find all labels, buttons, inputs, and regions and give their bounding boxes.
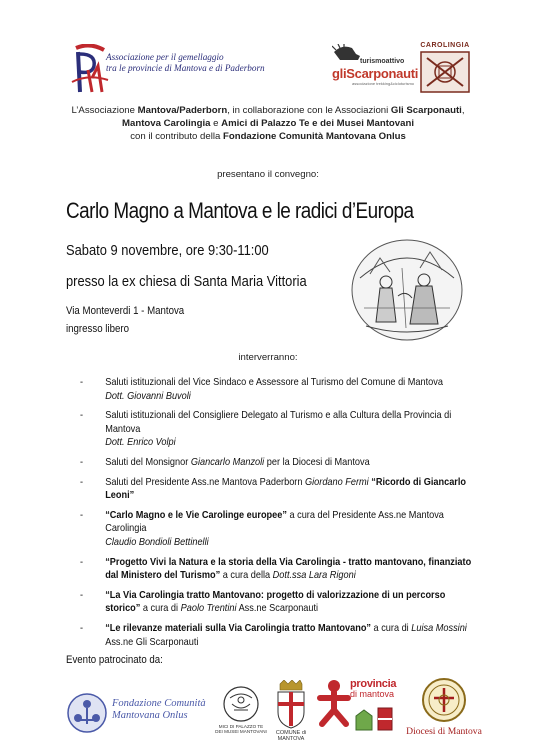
association-name <box>106 52 265 74</box>
scarponauti-tagline: turismoattivo <box>360 58 405 65</box>
list-item: - Saluti istituzionali del Vice Sindaco e Assessore al Turismo del Comune di Mantova Dott. Giovanni Buvoli <box>80 377 443 402</box>
comune-crest-icon <box>270 680 312 730</box>
event-venue: presso la ex chiesa di Santa Maria Vittoria <box>66 273 307 290</box>
comune-name: COMUNE di MANTOVA <box>275 730 307 742</box>
palazzo-te-name: MICI DI PALAZZO TE DEI MUSEI MANTOVANI <box>215 724 267 735</box>
fondazione-emblem-icon <box>66 692 108 734</box>
diocesi-name: Diocesi di Mantova <box>406 726 482 737</box>
event-title: Carlo Magno a Mantova e le radici d’Europa <box>66 198 414 223</box>
fondazione-name: Fondazione Comunità Mantovana Onlus <box>112 698 206 721</box>
carolingia-emblem-icon <box>419 50 471 94</box>
event-address: Via Monteverdi 1 - Mantova <box>66 305 185 317</box>
speakers-list <box>80 376 480 655</box>
fondazione-logo <box>66 690 214 736</box>
provincia-line-2: di mantova <box>350 689 395 699</box>
scarponauti-wordmark: gliScarponauti <box>332 66 419 81</box>
event-entry: ingresso libero <box>66 323 129 335</box>
diocesi-logo <box>402 676 486 740</box>
list-item: - Saluti del Presidente Ass.ne Mantova Paderborn Giordano Fermi “Ricordo di Giancarlo Leoni” <box>80 476 467 502</box>
carolingia-label: CAROLINGIA <box>420 42 470 49</box>
scarponauti-logo <box>332 44 418 90</box>
palazzo-te-emblem-icon <box>214 684 268 724</box>
diocesi-seal-icon <box>402 676 486 726</box>
provincia-line-1: provincia <box>350 678 397 690</box>
interverranno-line: interverranno: <box>238 352 298 363</box>
list-item: - “Carlo Magno e le Vie Carolinge europee” a cura del Presidente Ass.ne Mantova Carolingia Claudio Bondioli Bettinelli <box>80 509 444 548</box>
list-item: - “La Via Carolingia tratto Mantovano: progetto di valorizzazione di un percorso storico” a cura di Paolo Trentini Ass.ne Scarponauti <box>80 589 446 615</box>
list-item: - Saluti del Monsignor Giancarlo Manzoli per la Diocesi di Mantova <box>80 456 370 468</box>
provincia-mantova-logo <box>316 676 400 738</box>
pm-monogram-icon <box>70 44 110 96</box>
comune-mantova-logo <box>270 680 312 742</box>
intro-paragraph: L’Associazione Mantova/Paderborn, in collaborazione con le Associazioni Gli Scarponauti, Mantova Carolingia e Amici di Palazzo Te e dei Musei Mantovani con il contributo della Fondazione Comunità Mantovana Onlus <box>71 105 465 142</box>
presentano-line: presentano il convegno: <box>217 169 319 180</box>
list-item: - Saluti istituzionali del Consigliere Delegato al Turismo e alla Cultura della Provincia di Mantova Dott. Enrico Volpi <box>80 410 452 449</box>
patronage-label: Evento patrocinato da: <box>66 654 163 666</box>
medieval-illustration-icon <box>350 238 464 342</box>
scarponauti-subtitle: associazione trekking&cicloturismo <box>352 81 415 86</box>
list-item: - “Le rilevanze materiali sulla Via Carolingia tratto Mantovano” a cura di Luisa Mossini Ass.ne Gli Scarponauti <box>80 622 467 648</box>
list-item: - “Progetto Vivi la Natura e la storia della Via Carolingia - tratto mantovano, finanziato dal Ministero del Turismo” a cura della Dott.ssa Lara Rigoni <box>80 556 472 582</box>
association-line-1: Associazione per il gemellaggio <box>106 52 224 62</box>
mantova-paderborn-logo <box>70 44 330 96</box>
winged-boot-icon <box>332 44 362 64</box>
event-datetime: Sabato 9 novembre, ore 9:30-11:00 <box>66 242 269 259</box>
association-line-2: tra le provincie di Mantova e di Paderborn <box>106 63 265 73</box>
mantova-carolingia-logo <box>419 42 471 94</box>
palazzo-te-logo <box>214 684 268 742</box>
